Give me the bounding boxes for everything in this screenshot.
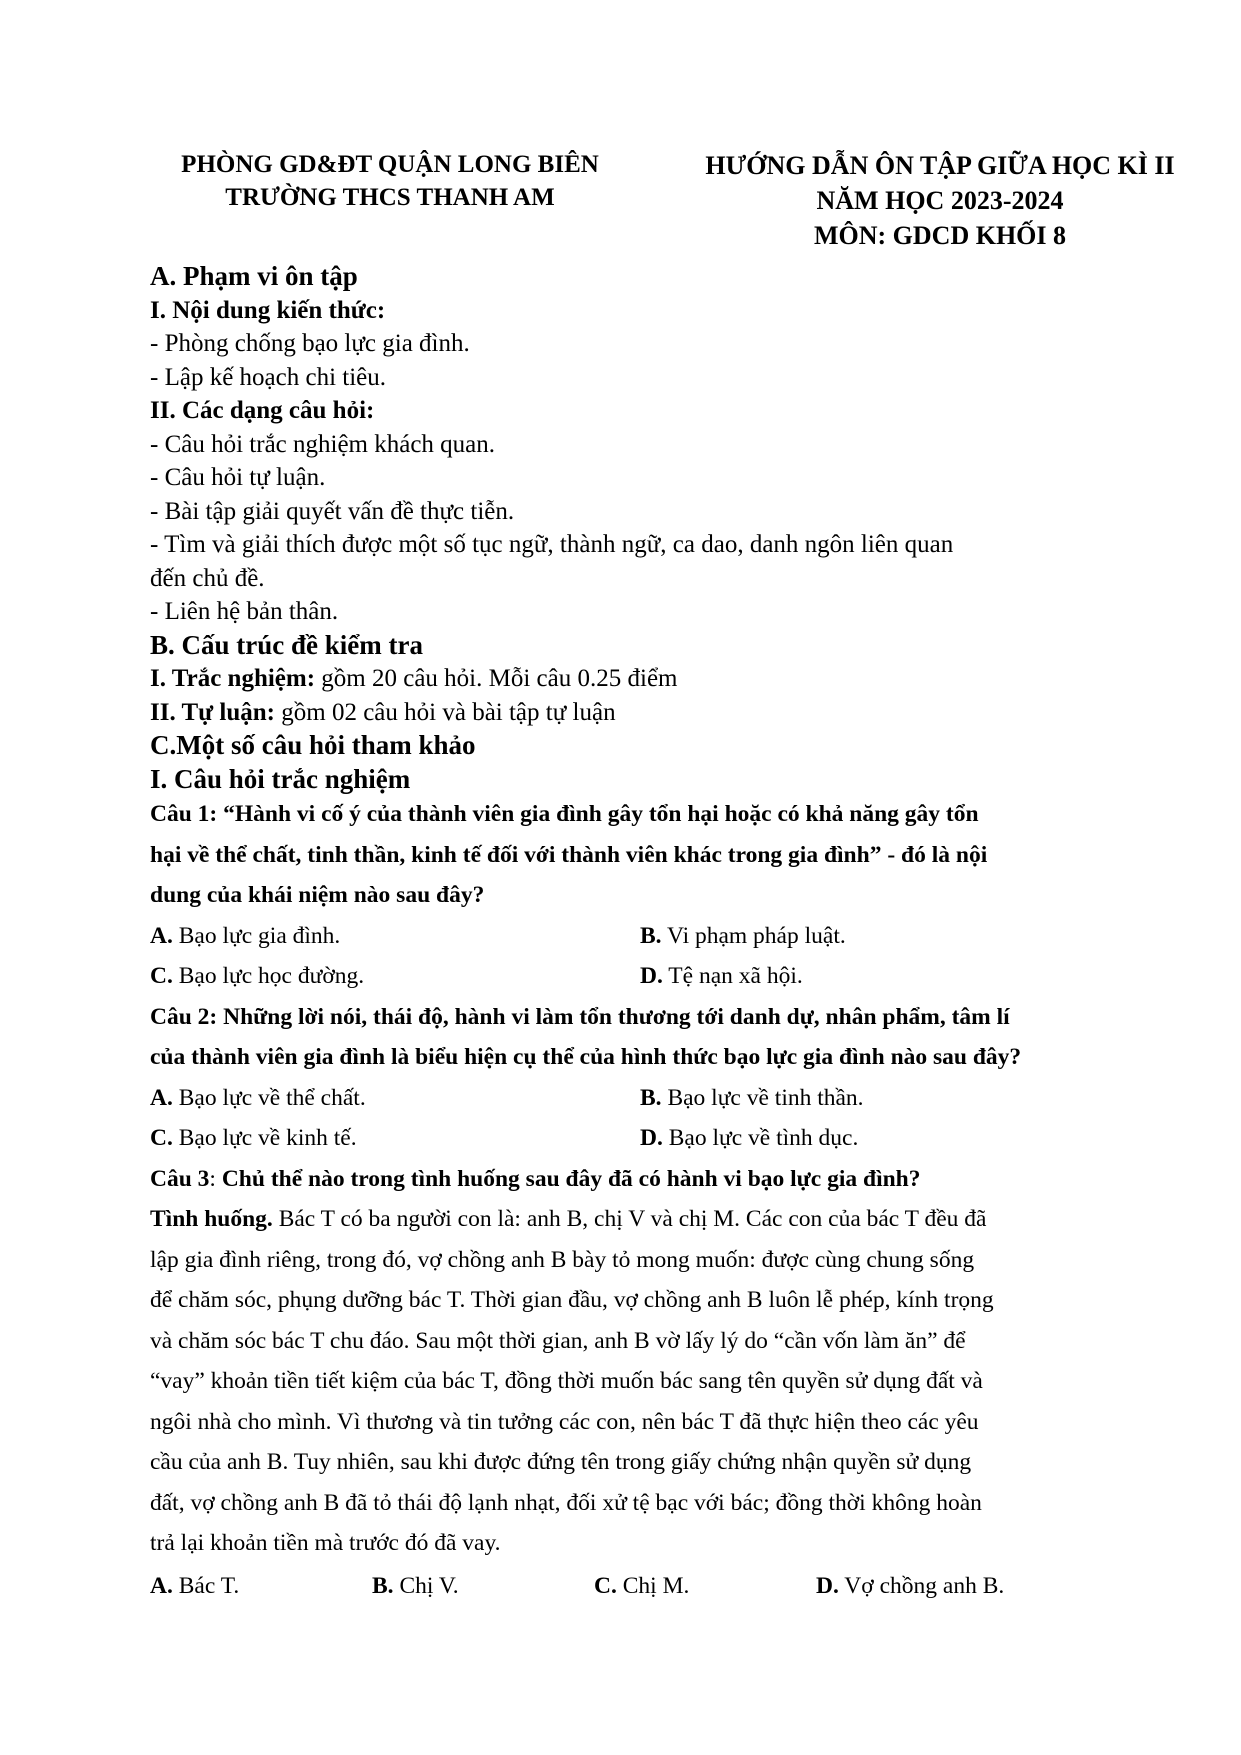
question-1-options-row	[150, 916, 1130, 957]
option-label: D.	[640, 1125, 663, 1151]
question-2	[150, 997, 1130, 1159]
question-1-stem	[150, 794, 1130, 916]
option-text: Vợ chồng anh B.	[838, 1572, 1005, 1599]
section-b-line-1-label: I. Trắc nghiệm:	[150, 665, 316, 692]
question-2-stem	[150, 997, 1130, 1078]
section-b-line-2-label: II. Tự luận:	[150, 698, 276, 726]
option-label: D.	[816, 1572, 839, 1599]
option-text: Bạo lực học đường.	[172, 963, 365, 989]
list-item: - Liên hệ bản thân.	[150, 598, 339, 625]
question-1-line: hại về thể chất, tinh thần, kinh tế đối với thành viên khác trong gia đình” - đó là nội	[150, 841, 988, 868]
option-a	[150, 916, 640, 957]
option-text: Bạo lực về thể chất.	[172, 1084, 366, 1111]
list-item-continuation: đến chủ đề.	[150, 564, 265, 592]
question-3-label: Câu 3	[150, 1165, 210, 1192]
situation-line: ngôi nhà cho mình. Vì thương và tin tưởng các con, nên bác T đã thực hiện theo các yêu	[150, 1408, 979, 1435]
section-b-line-1	[150, 662, 1130, 696]
question-2-options-row	[150, 1078, 1130, 1119]
section-c-title: C.Một số câu hỏi tham khảo	[150, 730, 476, 760]
section-b-title: B. Cấu trúc đề kiểm tra	[150, 629, 423, 660]
option-text: Bạo lực gia đình.	[172, 922, 341, 949]
section-b-line-1-text: gồm 20 câu hỏi. Mỗi câu 0.25 điểm	[315, 665, 678, 692]
school-header	[140, 148, 640, 214]
situation-line: lập gia đình riêng, trong đó, vợ chồng anh B bày tỏ mong muốn: được cùng chung sống	[150, 1246, 975, 1273]
option-label: B.	[640, 1084, 662, 1111]
option-d	[640, 956, 1130, 997]
option-text: Bạo lực về tinh thần.	[661, 1084, 864, 1111]
option-a	[150, 1078, 640, 1119]
question-3-text: Chủ thể nào trong tình huống sau đây đã có hành vi bạo lực gia đình?	[215, 1165, 921, 1192]
question-2-line: của thành viên gia đình là biểu hiện cụ thể của hình thức bạo lực gia đình nào sau đây?	[150, 1044, 1022, 1070]
situation-line: “vay” khoản tiền tiết kiệm của bác T, đồng thời muốn bác sang tên quyền sử dụng đất và	[150, 1368, 983, 1394]
question-2-options-row	[150, 1118, 1130, 1159]
list-item: - Bài tập giải quyết vấn đề thực tiễn.	[150, 497, 515, 525]
document-title-block	[660, 148, 1220, 253]
option-text: Vi phạm pháp luật.	[661, 922, 846, 949]
option-d	[816, 1566, 1038, 1607]
school-year: NĂM HỌC 2023-2024	[816, 186, 1064, 215]
list-item: - Câu hỏi tự luận.	[150, 464, 326, 491]
list-item: - Tìm và giải thích được một số tục ngữ, thành ngữ, ca dao, danh ngôn liên quan	[150, 531, 954, 558]
subject-grade: MÔN: GDCD KHỐI 8	[813, 221, 1067, 250]
section-a-part2-title: II. Các dạng câu hỏi:	[150, 397, 375, 424]
situation-line: cầu của anh B. Tuy nhiên, sau khi được đứng tên trong giấy chứng nhận quyền sử dụng	[150, 1449, 972, 1475]
situation-line: đất, vợ chồng anh B đã tỏ thái độ lạnh nhạt, đối xử tệ bạc với bác; đồng thời không hoàn	[150, 1489, 982, 1516]
option-label: B.	[640, 922, 662, 949]
section-a-part1-title: I. Nội dung kiến thức:	[150, 296, 386, 324]
option-text: Bạo lực về kinh tế.	[172, 1125, 357, 1151]
section-b-line-2-text: gồm 02 câu hỏi và bài tập tự luận	[275, 698, 616, 726]
question-1-options-row	[150, 956, 1130, 997]
option-label: A.	[150, 1572, 173, 1599]
option-a	[150, 1566, 372, 1607]
question-3-colon: :	[209, 1165, 216, 1192]
question-1-line: dung của khái niệm nào sau đây?	[150, 882, 485, 908]
option-b	[640, 916, 1130, 957]
document-body	[150, 260, 1130, 1606]
option-text: Chị M.	[616, 1572, 690, 1599]
situation-line: Bác T có ba người con là: anh B, chị V và chị M. Các con của bác T đều đã	[272, 1206, 987, 1232]
situation-paragraph	[150, 1199, 1130, 1564]
question-3-options-row	[150, 1566, 1130, 1607]
question-3-stem	[150, 1159, 1130, 1200]
option-c	[150, 956, 640, 997]
list-item: - Lập kế hoạch chi tiêu.	[150, 363, 387, 391]
question-1	[150, 794, 1130, 997]
option-label: C.	[150, 1125, 173, 1151]
option-b	[372, 1566, 594, 1607]
option-label: C.	[150, 963, 173, 989]
option-text: Chị V.	[393, 1572, 459, 1599]
list-item: - Phòng chống bạo lực gia đình.	[150, 330, 470, 357]
document-title: HƯỚNG DẪN ÔN TẬP GIỮA HỌC KÌ II	[705, 151, 1175, 180]
situation-label: Tình huống.	[150, 1206, 273, 1232]
question-1-line: Câu 1: “Hành vi cố ý của thành viên gia đình gây tổn hại hoặc có khả năng gây tổn	[150, 801, 979, 827]
option-text: Bác T.	[172, 1572, 240, 1599]
option-label: A.	[150, 922, 173, 949]
option-d	[640, 1118, 1130, 1159]
option-c	[594, 1566, 816, 1607]
option-text: Bạo lực về tình dục.	[662, 1125, 859, 1151]
option-c	[150, 1118, 640, 1159]
section-c-part1-title: I. Câu hỏi trắc nghiệm	[150, 763, 411, 794]
situation-line: và chăm sóc bác T chu đáo. Sau một thời gian, anh B vờ lấy lý do “cần vốn làm ăn” để	[150, 1327, 966, 1354]
department-name: PHÒNG GD&ĐT QUẬN LONG BIÊN	[181, 151, 599, 178]
option-label: C.	[594, 1572, 617, 1599]
section-a-title: A. Phạm vi ôn tập	[150, 261, 358, 291]
option-b	[640, 1078, 1130, 1119]
situation-line: để chăm sóc, phụng dưỡng bác T. Thời gian đầu, vợ chồng anh B luôn lễ phép, kính trọng	[150, 1287, 994, 1313]
list-item: - Câu hỏi trắc nghiệm khách quan.	[150, 430, 496, 458]
option-text: Tệ nạn xã hội.	[662, 963, 803, 989]
question-2-line: Câu 2: Những lời nói, thái độ, hành vi làm tổn thương tới danh dự, nhân phẩm, tâm lí	[150, 1003, 1010, 1030]
school-name: TRƯỜNG THCS THANH AM	[225, 184, 555, 211]
option-label: A.	[150, 1084, 173, 1111]
situation-line: trả lại khoản tiền mà trước đó đã vay.	[150, 1530, 501, 1556]
option-label: B.	[372, 1572, 394, 1599]
question-3	[150, 1159, 1130, 1607]
section-b-line-2	[150, 696, 1130, 730]
option-label: D.	[640, 963, 663, 989]
